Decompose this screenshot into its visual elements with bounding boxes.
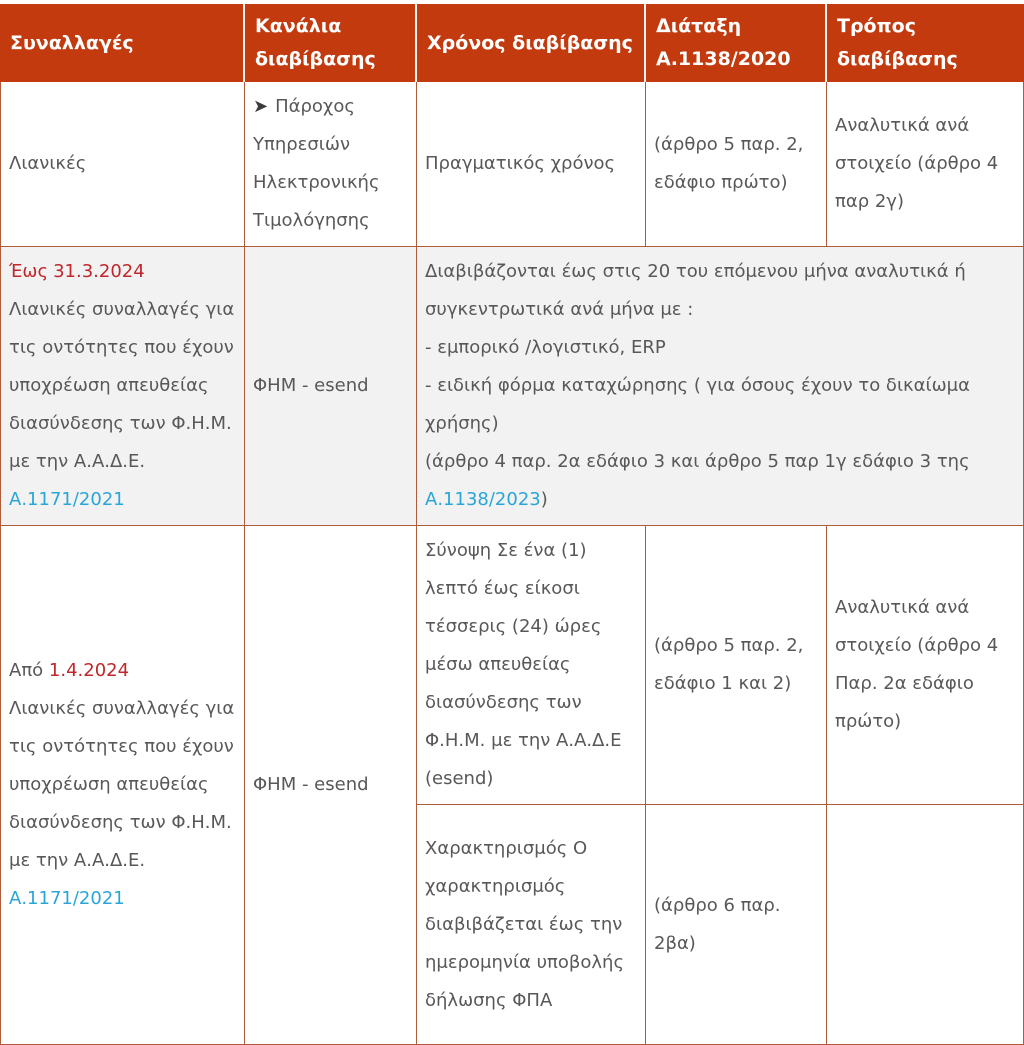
- channel-label: Πάροχος Υπηρεσιών Ηλεκτρονικής Τιμολόγησης: [253, 96, 380, 231]
- method-label: Αναλυτικά ανά στοιχείο (άρθρο 4 Παρ. 2α εδάφιο πρώτο): [835, 597, 999, 732]
- transactions-cell: [0, 526, 245, 1045]
- date-line: [9, 253, 236, 291]
- col-header-time: Χρόνος διαβίβασης: [417, 4, 646, 82]
- details-line: - εμπορικό /λογιστικό, ERP: [425, 337, 666, 358]
- transactions-cell: [0, 247, 245, 526]
- date-value: 31.3.2024: [53, 261, 145, 282]
- arrow-bullet-icon: ➤: [253, 96, 269, 117]
- table-row-retail: [0, 82, 1024, 247]
- time-cell: [417, 526, 646, 805]
- provision-label: (άρθρο 5 παρ. 2, εδάφιο πρώτο): [654, 134, 804, 193]
- transactions-label: Λιανικές: [9, 153, 87, 174]
- method-label: Αναλυτικά ανά στοιχείο (άρθρο 4 παρ 2γ): [835, 115, 999, 212]
- link-a1138-2023[interactable]: Α.1138/2023: [425, 489, 541, 510]
- channel-label: ΦΗΜ - esend: [253, 375, 369, 396]
- channel-cell: [245, 247, 417, 526]
- transactions-text: Λιανικές συναλλαγές για τις οντότητες που έχουν υποχρέωση απευθείας διασύνδεσης των Φ.Η.Μ. με την Α.Α.Δ.Ε. Α.1171/2021: [9, 299, 235, 510]
- header-row: [0, 4, 1024, 82]
- method-cell: [827, 82, 1024, 247]
- details-cell: [417, 247, 1024, 526]
- time-label: Χαρακτηρισμός Ο χαρακτηρισμός διαβιβάζεται έως την ημερομηνία υποβολής δήλωσης ΦΠΑ: [425, 837, 625, 1011]
- date-line: [9, 652, 236, 690]
- col-header-method: Τρόπος διαβίβασης: [827, 4, 1024, 82]
- channel-label: ΦΗΜ - esend: [253, 774, 369, 795]
- clipped-heading-remnant: [0, 0, 1024, 4]
- provision-cell: [646, 526, 827, 805]
- details-line: - ειδική φόρμα καταχώρησης ( για όσους έχουν το δικαίωμα χρήσης): [425, 375, 970, 434]
- col-header-transactions: Συναλλαγές: [0, 4, 245, 82]
- transactions-text: Λιανικές συναλλαγές για τις οντότητες που έχουν υποχρέωση απευθείας διασύνδεσης των Φ.Η.Μ. με την Α.Α.Δ.Ε. Α.1171/2021: [9, 698, 235, 909]
- method-cell: [827, 526, 1024, 805]
- link-a1171-2021[interactable]: Α.1171/2021: [9, 888, 125, 909]
- date-value: 1.4.2024: [48, 660, 130, 681]
- time-label: Σύνοψη Σε ένα (1) λεπτό έως είκοσι τέσσερις (24) ώρες μέσω απευθείας διασύνδεσης των Φ.Η.Μ. με την Α.Α.Δ.Ε (esend): [425, 540, 622, 789]
- date-prefix: Έως: [9, 261, 49, 282]
- provision-label: (άρθρο 5 παρ. 2, εδάφιο 1 και 2): [654, 635, 804, 694]
- transmission-rules-table: [0, 4, 1024, 1045]
- table-row-from-1-4-2024-summary: [0, 526, 1024, 805]
- transactions-cell: [0, 82, 245, 247]
- provision-label: (άρθρο 6 παρ. 2βα): [654, 894, 781, 954]
- provision-cell: [646, 805, 827, 1045]
- col-header-channels: Κανάλια διαβίβασης: [245, 4, 417, 82]
- date-prefix: Από: [9, 660, 44, 681]
- details-line: Διαβιβάζονται έως στις 20 του επόμενου μήνα αναλυτικά ή συγκεντρωτικά ανά μήνα με :: [425, 261, 966, 320]
- provision-cell: [646, 82, 827, 247]
- channel-cell: [245, 82, 417, 247]
- method-cell-empty: [827, 805, 1024, 1045]
- channel-cell: [245, 526, 417, 1045]
- link-a1171-2021[interactable]: Α.1171/2021: [9, 489, 125, 510]
- details-line: (άρθρο 4 παρ. 2α εδάφιο 3 και άρθρο 5 παρ 1γ εδάφιο 3 της Α.1138/2023): [425, 451, 970, 510]
- table-row-until-31-3-2024: [0, 247, 1024, 526]
- col-header-provision: Διάταξη Α.1138/2020: [646, 4, 827, 82]
- time-label: Πραγματικός χρόνος: [425, 153, 616, 174]
- time-cell: [417, 82, 646, 247]
- time-cell: [417, 805, 646, 1045]
